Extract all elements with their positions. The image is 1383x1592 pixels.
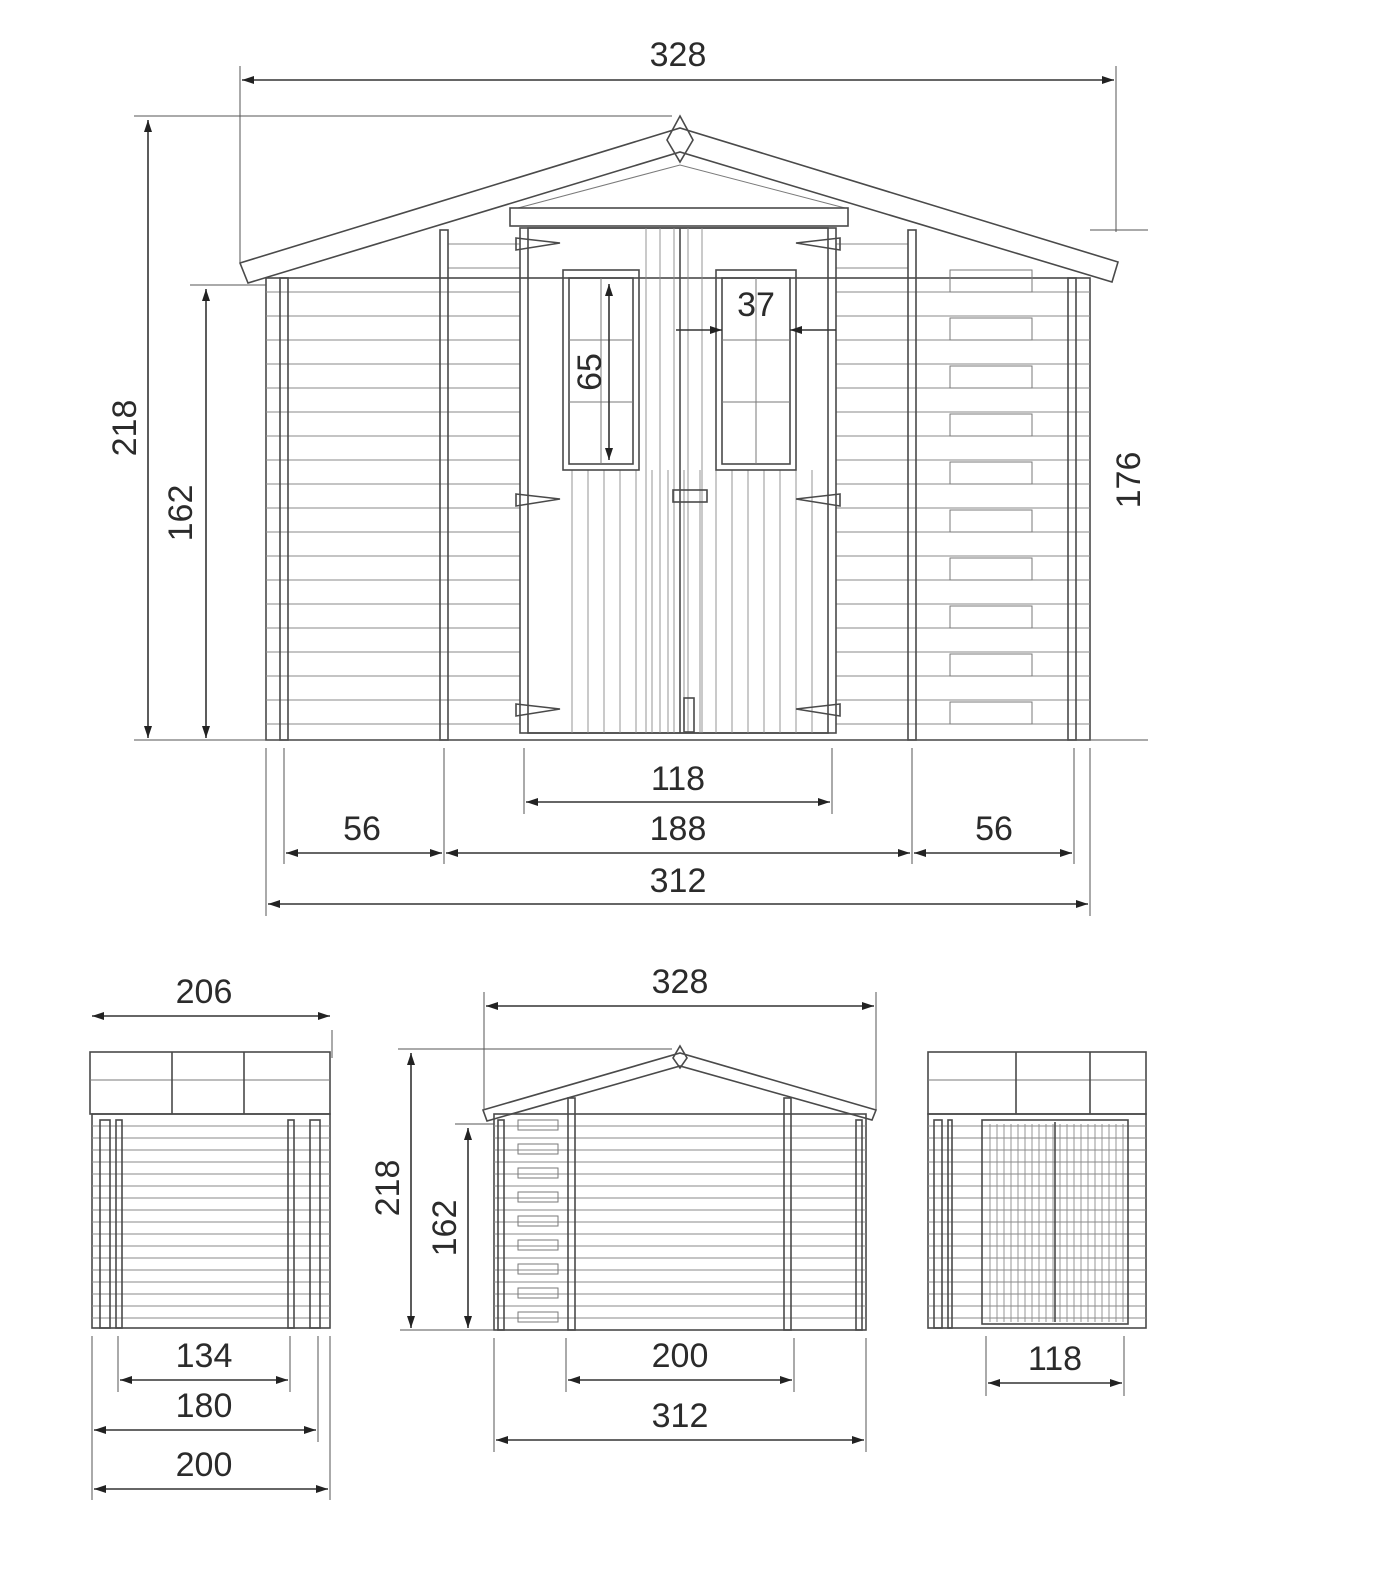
side-right-dimensions (986, 1336, 1124, 1396)
side-door-width-label: 118 (1027, 1340, 1083, 1378)
rear-overall-width-label: 328 (651, 963, 709, 1001)
side-view-right (928, 1052, 1146, 1328)
side-view-left (90, 1030, 332, 1328)
front-view (134, 116, 1148, 740)
window-width-label: 37 (737, 286, 775, 324)
left-section-label: 56 (343, 810, 381, 848)
rear-total-height-label: 218 (369, 1159, 407, 1217)
front-wall-length-label: 312 (649, 862, 707, 900)
front-double-door (516, 228, 840, 733)
middle-section-label: 188 (649, 810, 707, 848)
front-posts (280, 230, 1076, 740)
roof-depth-label: 206 (175, 973, 233, 1011)
rear-wall-height-label: 162 (426, 1199, 464, 1257)
depth-label: 200 (175, 1446, 233, 1484)
rear-inner-width-label: 200 (651, 1337, 709, 1375)
rear-wall-length-label: 312 (651, 1397, 709, 1435)
door-width-label: 118 (650, 760, 706, 798)
rear-view (400, 1046, 876, 1330)
right-section-label: 56 (975, 810, 1013, 848)
front-side-height-label: 176 (1110, 451, 1148, 509)
front-overall-width-label: 328 (649, 36, 707, 74)
front-side-panels (950, 270, 1032, 724)
window-height-label: 65 (571, 353, 609, 391)
rear-dimensions (369, 963, 876, 1452)
inner-depth-label: 180 (175, 1387, 233, 1425)
front-total-height-label: 218 (106, 399, 144, 457)
side-window-width-label: 134 (175, 1337, 233, 1375)
front-wall (266, 278, 1090, 740)
front-wall-height-label: 162 (162, 484, 200, 542)
front-roof (240, 116, 1118, 283)
